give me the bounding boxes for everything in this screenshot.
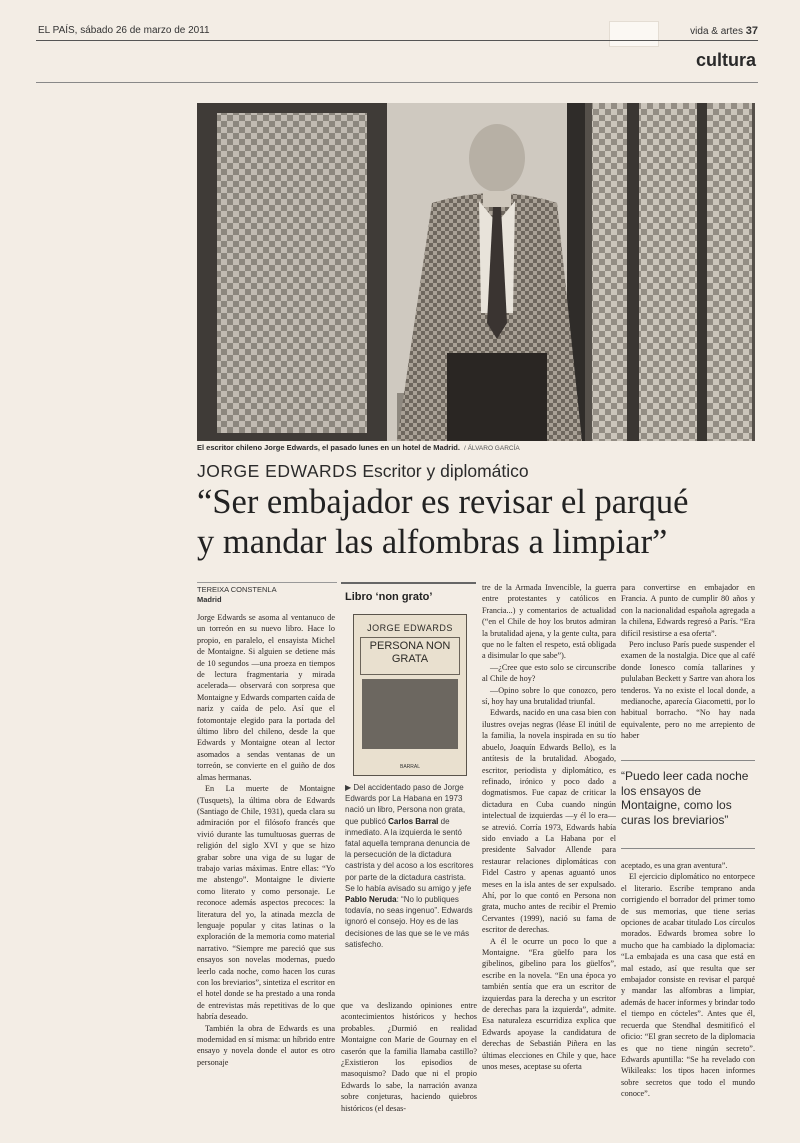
paragraph: Edwards, nacido en una casa bien con ilustres ovejas negras (léase El inútil de la familia, la novela inspirada en su tío abuelo, Joaquín Edwards Bello), es la antítesis de la brutalidad. Abogado, escritor, periodista y diplomático, es refinado, irónico y poco dado a dogmatismos. Fue capaz de criticar la dictadura en Cuba cuando ningún intelectual de izquierdas —y él lo era— se atrevió. Corría 1973, Edwards había sido enviado a La Habana por el presidente Salvador Allende para restaurar relaciones diplomáticas con Fidel Castro y apenas aguantó unos meses en la isla antes de ser expulsado. Ahí, por lo que contó en Persona non grata, mucho antes de recibir el Premio Cervantes (1999), nació su fama de escritor de derechas. bbox=[482, 708, 616, 935]
section-page bbox=[690, 25, 758, 37]
blank-box bbox=[609, 21, 659, 47]
article-headline bbox=[197, 482, 772, 562]
article-column-4-continued bbox=[621, 860, 755, 1100]
caption-text: El escritor chileno Jorge Edwards, el pasado lunes en un hotel de Madrid. bbox=[197, 443, 460, 452]
article-column-1 bbox=[197, 612, 335, 1068]
section-label: cultura bbox=[695, 50, 756, 70]
pull-quote: “Puedo leer cada noche los ensayos de Montaigne, como los curas los breviarios” bbox=[621, 760, 755, 827]
kicker-name: JORGE EDWARDS bbox=[197, 461, 358, 481]
paragraph: A él le ocurre un poco lo que a Montaigne. “Era güelfo para los gibelinos, gibelino para los güelfos”, escribe en la novela. “En una época yo también sentía que era un escritor de izquierdas para la derecha y un escritor de derechas para la izquierda”, admite. Esa naturaleza escurridiza explica que Edwards apoyase la candidatura de derechas de Sebastián Piñera en las últimas elecciones en Chile y que, hace unos meses, aceptase su oferta bbox=[482, 936, 616, 1072]
book-publisher: BARRAL bbox=[399, 764, 420, 770]
sidebar-text-part: de inmediato. A la izquierda le sentó fatal aquella temprana denuncia de la persecución de la dictadura castrista y del acoso a los escritores por parte de la dictadura castrista. Se lo había avisado su amigo y jefe bbox=[345, 816, 474, 893]
article-column-4 bbox=[621, 582, 755, 742]
sidebar-name-neruda: Pablo Neruda bbox=[345, 895, 397, 905]
paragraph: aceptado, es una gran aventura”. bbox=[621, 861, 728, 870]
paragraph: En La muerte de Montaigne (Tusquets), la última obra de Edwards (Santiago de Chile, 1931), queda clara su admiración por el filósofo francés que vivió durante las tumultuosas guerras de religión del siglo XVI y que se hizo grabar sobre una viga de su lugar de trabajo varias máximas. Entre ellas: “Yo me abstengo”. Montaigne le divierte como literato y como personaje. Le reconoce además aspectos precoces: la literatura del yo, la atinada mezcla de lenguaje popular y citas latinas o la exploración de la memoria como material narrativo. “Siempre me pareció que sus ensayos son novelas modernas, puedo leerlo cada noche, como hacen los curas con los breviarios”, sintetiza el escritor en el hotel donde se ha prestado a una ronda de entrevistas más repetitivas de lo que habría deseado. bbox=[197, 784, 335, 1022]
book-cover-image bbox=[362, 679, 458, 749]
sidebar-text-part: ▶ Del accidentado paso de Jorge Edwards por La Habana en 1973 nació un libro, Persona non grata, que publicó bbox=[345, 783, 466, 826]
book-title: PERSONA NON GRATA bbox=[360, 637, 460, 675]
paragraph: El ejercicio diplomático no entorpece el literario. Escribe temprano anda corrigiendo el borrador del primer tomo de sus memorias, que tiene serias opciones de acabar titulado Los círculos morados. Edwards bromea sobre lo mucho que ha cambiado la diplomacia: “La embajada es una casa que está en mal estado, así que resulta que ser embajador consiste en revisar el parqué y mandar las alfombras a limpiar, además de hacer informes y brindar todo el tiempo en cócteles”. Antes que él, recuerda que Stendhal desmitificó el oficio: “El gran secreto de la diplomacia es que no tiene ningún secreto”. Edwards apuntilla: “Se ha revelado con Wikileaks: los tipos hacen informes sobre secretos que todo el mundo conoce”. bbox=[621, 872, 755, 1099]
photo-illustration bbox=[197, 103, 755, 441]
pull-quote-rule bbox=[621, 848, 755, 849]
book-author: JORGE EDWARDS bbox=[367, 623, 453, 633]
paragraph: Jorge Edwards se asoma al ventanuco de un torreón en su nuevo libro. Hace lo propio, en paralelo, el ensayista Michel de Montaigne. Si alguien se detiene más de 10 segundos —una proeza en tiempos de lectura fragmentaria y mirada acelerada— observará con sorpresa que Montaigne y Edwards comparten caída de nariz y caída de pelo. Así que el fotomontaje elegido para la portada del último libro del chileno, desde la que Edwards y Montaigne otean al lector asomados a sendas ventanas de un torreón, se convierte en el guiño de dos almas hermanas. bbox=[197, 613, 336, 782]
sidebar-text bbox=[345, 782, 475, 950]
byline-location: Madrid bbox=[197, 595, 222, 604]
article-column-3 bbox=[482, 582, 616, 1072]
photo-caption bbox=[197, 443, 757, 452]
section-rule bbox=[36, 82, 758, 83]
book-cover bbox=[353, 614, 467, 776]
headline-line-2: y mandar las alfombras a limpiar” bbox=[197, 523, 668, 561]
page-number: 37 bbox=[745, 25, 758, 37]
article-column-2 bbox=[341, 1000, 477, 1114]
headline-line-1: “Ser embajador es revisar el parqué bbox=[197, 483, 689, 521]
sidebar-title: Libro ‘non grato’ bbox=[345, 591, 433, 603]
paragraph: para convertirse en embajador en Francia. A punto de cumplir 80 años y con la nacionalidad española agregada a la chilena, Edwards regresó a París. “Era difícil resistirse a esa oferta”. bbox=[621, 583, 755, 638]
sidebar-box bbox=[341, 582, 476, 989]
byline-author: TEREIXA CONSTENLA bbox=[197, 585, 277, 594]
paragraph: También la obra de Edwards es una modernidad en sí misma: un híbrido entre ensayo y novela donde el autor es otro personaje bbox=[197, 1023, 335, 1067]
byline bbox=[197, 582, 337, 605]
paragraph: —Opino sobre lo que conozco, pero sí, hoy hay una brutalidad triunfal. bbox=[482, 685, 616, 707]
newspaper-date: EL PAÍS, sábado 26 de marzo de 2011 bbox=[38, 25, 210, 36]
sidebar-text-part: : “No lo publiques todavía, no seas ingenuo”. Edwards ignoró el consejo. Hoy es de las decisiones de las que se le ve más satisfecho. bbox=[345, 895, 473, 949]
paragraph: tre de la Armada Invencible, la guerra entre protestantes y católicos en Francia...) y comentarios de actualidad (“en el Chile de hoy los brutos admiran la brutalidad ajena, y la gente culta, para que no le falten el respeto, está obligada a disimular lo que sabe”). bbox=[482, 583, 616, 661]
paragraph: —¿Cree que esto solo se circunscribe al Chile de hoy? bbox=[482, 662, 616, 684]
paragraph: que va deslizando opiniones entre acontecimientos históricos y hechos probables. ¿Durmió en realidad Montaigne con Marie de Gournay en el caserón que la familia llamaba castillo? ¿Existieron los episodios de masoquismo? Dado que ni el propio Edwards lo sabe, la narración avanza sobre conjeturas, haciendo quiebros históricos (el desas- bbox=[341, 1001, 477, 1113]
paragraph: Pero incluso París puede suspender el examen de la nostalgia. Dice que al café donde Ionesco comía tallarines y pululaban Beckett y Sartre van ahora los tenderos. Ya no existe el local donde, a medianoche, aparecía Giacometti, por lo habitual borracho. “No hay nada equivalente, pero no me arrepiento de haber bbox=[621, 640, 755, 741]
article-photo bbox=[197, 103, 755, 441]
section-name: vida & artes bbox=[690, 26, 743, 37]
article-kicker bbox=[197, 461, 529, 482]
kicker-role: Escritor y diplomático bbox=[362, 461, 529, 481]
photo-credit: / ÁLVARO GARCÍA bbox=[463, 445, 520, 452]
sidebar-name-barral: Carlos Barral bbox=[388, 816, 439, 826]
header-rule bbox=[36, 40, 758, 41]
